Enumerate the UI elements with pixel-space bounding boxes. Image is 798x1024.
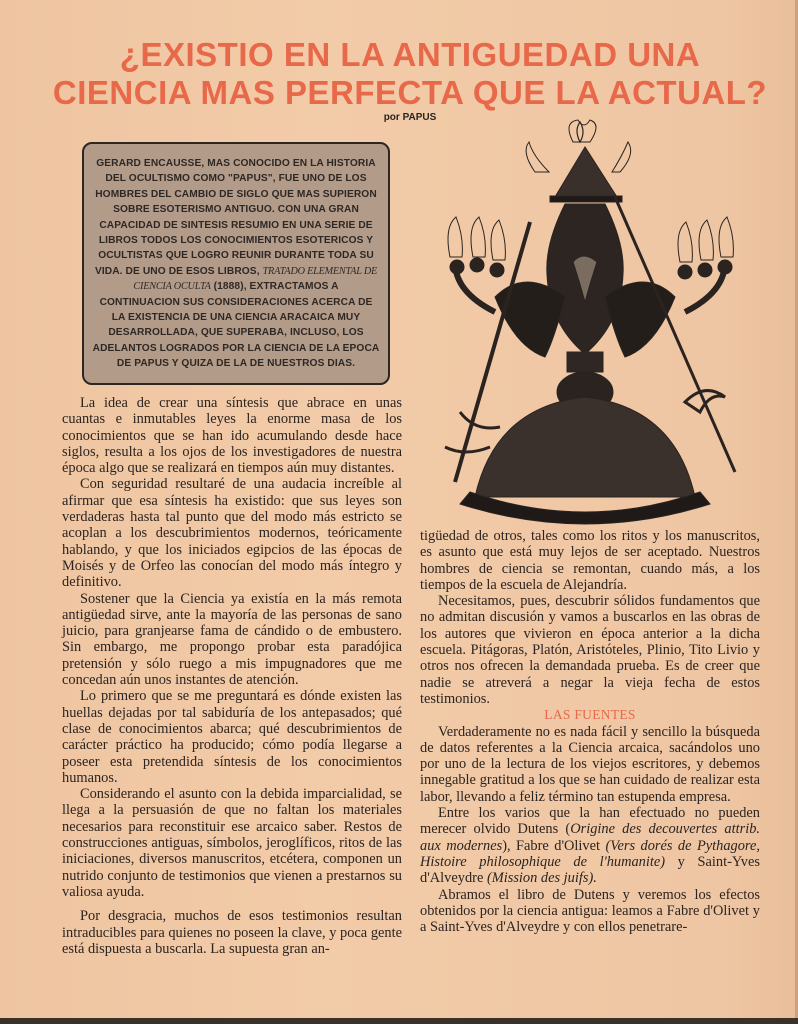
intro-text-end: (1888), EXTRACTAMOS A CONTINUACION SUS CONSIDERACIONES ACERCA DE LA EXISTENCIA DE UNA CIENCIA ARACAICA MUY DESARROLLADA, QUE SUPERABA, INCLUSO, LOS ADELANTOS LOGRADOS POR LA CIENCIA DE LA EPOCA DE PAPUS Y QUIZA DE LA DE NUESTROS DIAS. <box>92 281 380 370</box>
book-title: Origine des decouvertes attrib. aux modernes <box>420 821 760 854</box>
paragraph <box>420 805 760 886</box>
paragraph: Verdaderamente no es nada fácil y sencillo la búsqueda de datos referentes a la Ciencia arcaica, sacándolos uno por uno de la lectura de los viejos escritores, y debemos innegable gratitud a los que se han cuidado de realizar esta labor, llevando a feliz término tan estupenda empresa. <box>420 723 760 805</box>
candelabrum-illustration <box>435 112 745 527</box>
paragraph: Con seguridad resultaré de una audacia increíble al afirmar que esa síntesis ha existido: que sus leyes son verdaderas hasta tal punto que del modo más estricto se acoplan a los descubrimientos modernos, teóricamente hablando, y que los iniciados egipcios de las épocas de Moisés y de Orfeo las conocían del modo más íntegro y definitivo. <box>62 476 402 591</box>
right-column <box>420 528 760 935</box>
article-title <box>40 36 780 112</box>
intro-book-title: TRATADO ELEMENTAL DE CIENCIA OCULTA <box>133 265 378 293</box>
paragraph: Abramos el libro de Dutens y veremos los efectos obtenidos por la ciencia antigua: leamos a Fabre d'Olivet y a Saint-Yves d'Alveydre y con ellos penetrare- <box>420 886 760 936</box>
paragraph: La idea de crear una síntesis que abrace en unas cuantas e inmutables leyes la enorme masa de los conocimientos que se han ido acumulando desde hace siglos, resulta a los ojos de los investigadores de nuestra época algo que se realizará en tiempos aún muy distantes. <box>62 395 402 477</box>
left-column <box>62 395 402 957</box>
text-run: y Saint-Yves d'Alveydre <box>420 853 760 887</box>
text-run: ), Fabre d'Olivet <box>502 837 606 854</box>
book-title: (Mission des juifs). <box>486 870 597 887</box>
occult-candelabrum-icon <box>445 120 735 524</box>
paragraph: Por desgracia, muchos de esos testimonios resultan intraducibles para quienes no poseen la clave, y poca gente está dispuesta a buscarla. La supuesta gran an- <box>62 908 402 957</box>
section-heading: LAS FUENTES <box>544 707 636 723</box>
title-line-2: CIENCIA MAS PERFECTA QUE LA ACTUAL? <box>52 74 768 111</box>
text-run: Entre los varios que la han efectuado no pueden merecer olvido Dutens ( <box>420 805 760 838</box>
paragraph: Considerando el asunto con la debida imparcialidad, se llega a la persuasión de que no faltan los materiales necesarios para reconstituir ese arcaico saber. Restos de construcciones antiguas, símbolos, jeroglíficos, ritos de las iniciaciones, diversos manuscritos, etcétera, componen un nutrido conjunto de testimonios que vienen a prestarnos su valiosa ayuda. <box>62 786 402 900</box>
paragraph: tigüedad de otros, tales como los ritos y los manuscritos, es asunto que está muy lejos de ser aceptado. Nuestros hombres de ciencia se remontan, cuando más, a los tiempos de la escuela de Alejandría. <box>420 528 760 593</box>
paragraph: Lo primero que se me preguntará es dónde existen las huellas dejadas por tal sabiduría de los antepasados; qué clase de conocimientos abarca; qué descubrimientos de carácter práctico ha producido; cómo podía llegarse a poseer esta pretendida síntesis de los conocimientos humanos. <box>62 688 402 786</box>
paragraph: Necesitamos, pues, descubrir sólidos fundamentos que no admitan discusión y vamos a buscarlos en las obras de los autores que vivieron en época anterior a la dicha escuela. Pitágoras, Platón, Aristóteles, Plinio, Tito Livio y otros nos ofrecen la demandada prueba. Es de creer que nadie se atreverá a negar la vieja fecha de estos testimonios. <box>420 593 760 707</box>
intro-box <box>82 142 390 385</box>
book-title: (Vers dorés de Pythagore, Histoire philosophique de l'humanite) <box>420 837 760 870</box>
paragraph: Sostener que la Ciencia ya existía en la más remota antigüedad sirve, ante la mayoría de las personas de sano juicio, para granjearse fama de cándido o de embustero. Sin embargo, me propongo probar esta paradójica pretensión y sólo ruego a mis impugnadores que me concedan aún unos instantes de atención. <box>62 590 402 689</box>
page-bottom-edge <box>0 1018 798 1024</box>
intro-text-start: GERARD ENCAUSSE, MAS CONOCIDO EN LA HISTORIA DEL OCULTISMO COMO "PAPUS", FUE UNO DE LOS HOMBRES DEL CAMBIO DE SIGLO QUE MAS SUPIERON SOBRE ESOTERISMO ANTIGUO. CON UNA GRAN CAPACIDAD DE SINTESIS RESUMIO EN UNA SERIE DE LIBROS TODOS LOS CONOCIMIENTOS ESOTERICOS Y OCULTISTAS QUE LOGRO REUNIR DURANTE TODA SU VIDA. DE UNO DE ESOS LIBROS, <box>94 158 377 277</box>
byline: por PAPUS <box>383 112 437 123</box>
title-line-1: ¿EXISTIO EN LA ANTIGUEDAD UNA <box>119 36 701 73</box>
